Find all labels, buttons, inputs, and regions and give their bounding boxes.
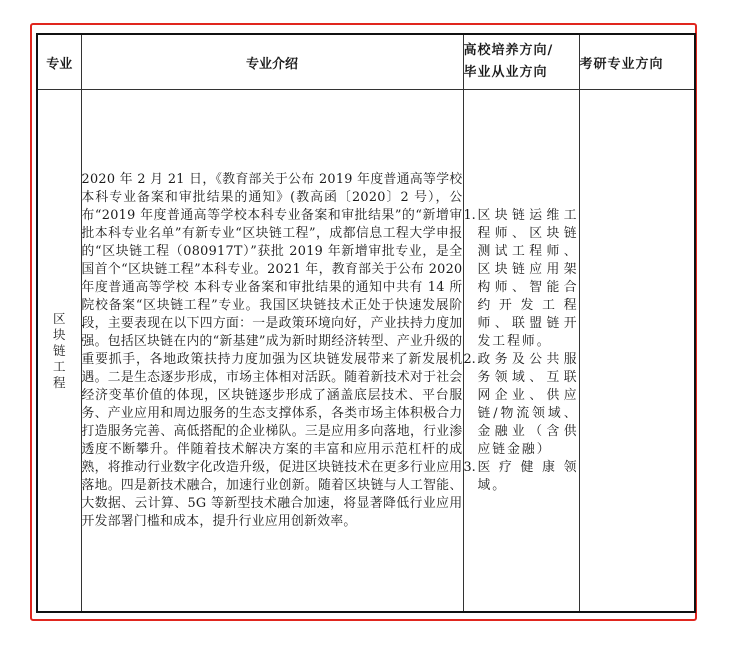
header-row — [37, 34, 695, 90]
intro-cell: 2020 年 2 月 21 日，《教育部关于公布 2019 年度普通高等学校本科专业备案和审批结果的通知》(教高函〔2020〕2 号），公布“2019 年度普通高等学校本科专业备案和审批结果”的“新增审批本科专业名单”有新专业“区块链工程”，成都信息工程大学申报的“区块链工程（080917T）”获批 2019 年新增审批专业，是全国首个“区块链工程”本科专业。2021 年，教育部关于公布 2020 年度普通高等学校 本科专业备案和审批结果的通知中共有 14 所院校备案“区块链工程”专业。我国区块链技术正处于快速发展阶段，主要表现在以下四方面：一是政策环境向好，产业扶持力度加强。包括区块链在内的“新基建”成为新时期经济转型、产业升级的重要抓手，各地政策扶持力度加强为区块链发展带来了新发展机遇。二是生态逐步形成，市场主体相对活跃。随着新技术对于社会经济变革价值的体现，区块链逐步形成了涵盖底层技术、平台服务、产业应用和周边服务的生态支撑体系，各类市场主体积极合力打造服务完善、高低搭配的企业梯队。三是应用多向落地，行业渗透度不断攀升。伴随着技术解决方案的丰富和应用示范杠杆的成熟，将推动行业数字化改造升级，促进区块链技术在更多行业应用落地。四是新技术融合，加速行业创新。随着区块链与人工智能、大数据、云计算、5G 等新型技术融合加速，将显著降低行业应用开发部署门槛和成本，提升行业应用创新效率。 — [81, 90, 463, 613]
table-row — [37, 90, 695, 613]
grad-direction-cell — [579, 90, 695, 613]
career-item-number: 3. — [463, 459, 476, 475]
header-grad-direction: 考研专业方向 — [579, 34, 695, 90]
header-career-direction — [463, 34, 579, 90]
header-career-line-1: 高校培养方向/ — [463, 43, 554, 58]
career-item-number: 1. — [463, 207, 476, 223]
career-item-text: 区块链运维工程师、区块链测试工程师、区块链应用架构师、智能合约开发工程师、联盟链开发工程师。 — [477, 207, 579, 349]
career-item — [464, 351, 579, 459]
career-item-text: 医疗健康领域。 — [477, 459, 579, 493]
header-major: 专业 — [37, 34, 81, 90]
header-intro: 专业介绍 — [81, 34, 463, 90]
major-name: 区块链工程 — [52, 310, 66, 390]
career-item — [464, 207, 579, 351]
major-info-table — [36, 33, 696, 613]
career-item-number: 2. — [463, 351, 476, 367]
major-cell — [37, 90, 81, 613]
career-item-text: 政务及公共服务领域、互联网企业、供应链/物流领域、金融业（含供应链金融） — [477, 351, 579, 457]
career-item — [464, 459, 579, 495]
header-career-line-2: 毕业从业方向 — [463, 65, 548, 80]
career-cell — [463, 90, 579, 613]
